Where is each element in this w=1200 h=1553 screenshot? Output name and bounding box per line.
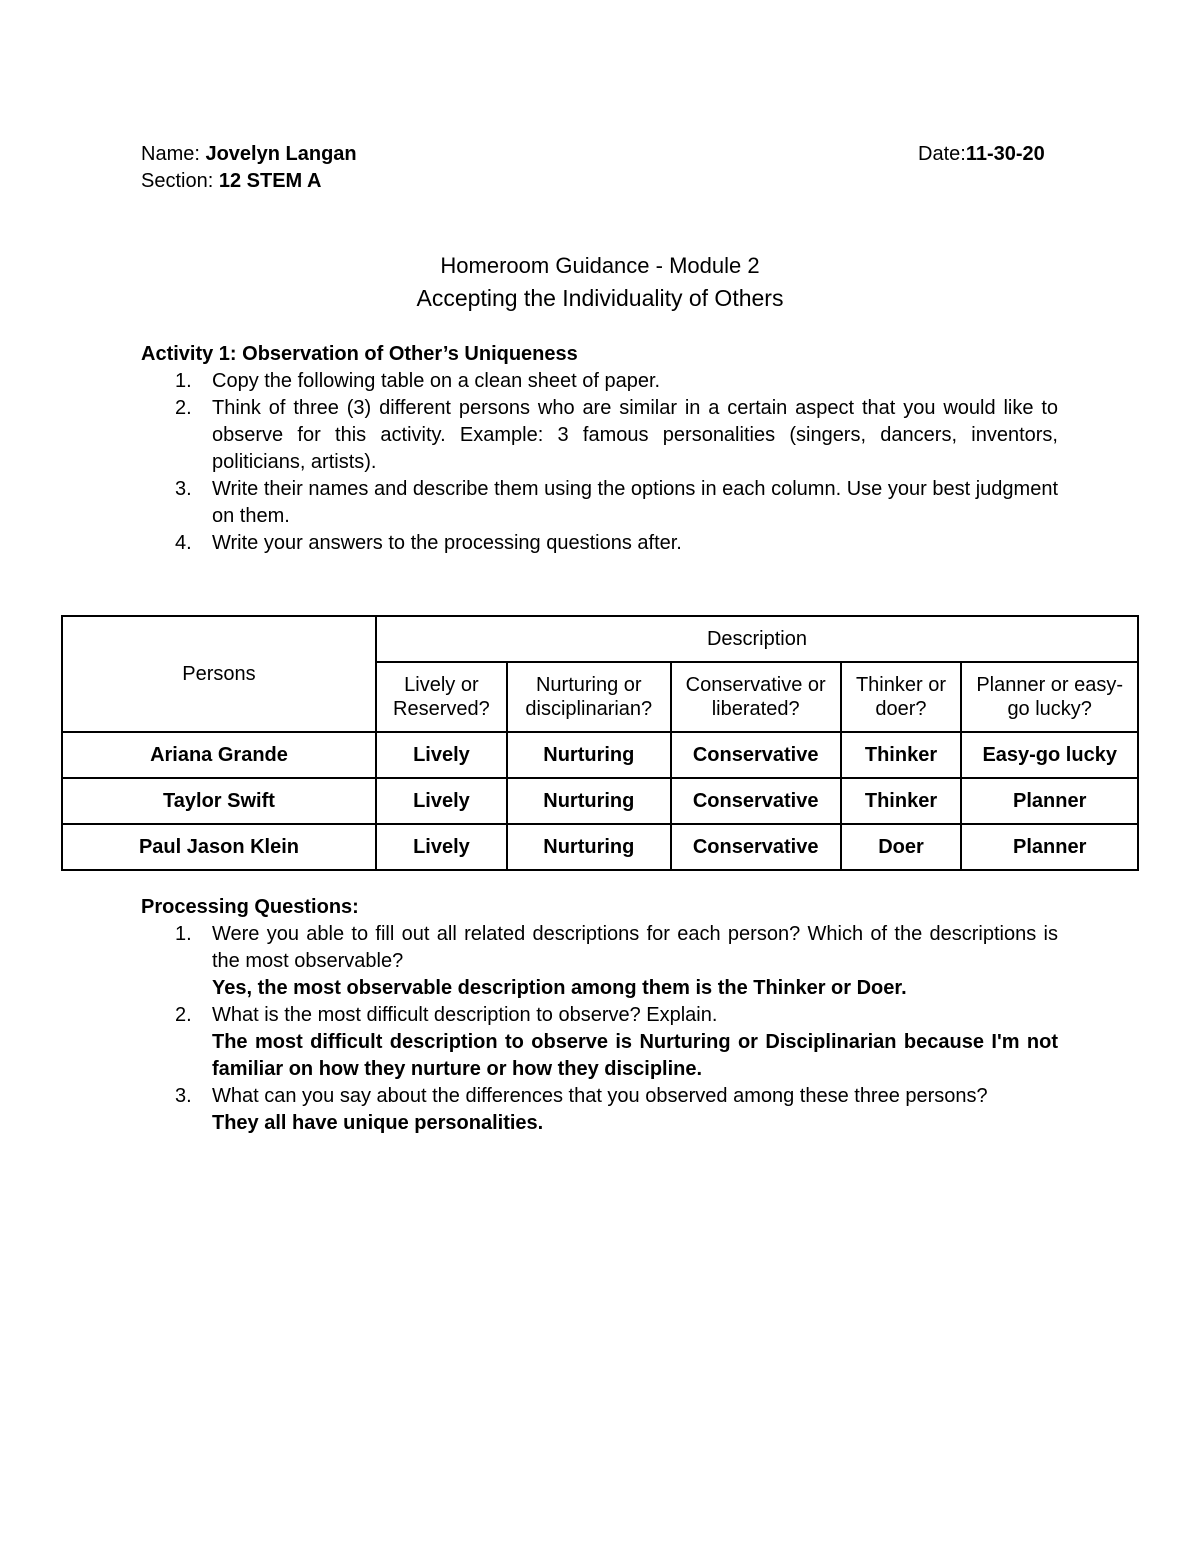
column-header: Conservative or liberated? xyxy=(671,662,841,732)
table-row xyxy=(62,732,1138,778)
section-value: 12 STEM A xyxy=(218,170,322,192)
table-row xyxy=(62,778,1138,824)
instruction-item xyxy=(141,395,1058,476)
table-cell: Conservative xyxy=(671,824,841,870)
question-item xyxy=(141,1083,1058,1137)
table-cell: Nurturing xyxy=(507,732,671,778)
instruction-number: 1. xyxy=(175,370,192,392)
question-number: 1. xyxy=(175,923,192,945)
person-name: Paul Jason Klein xyxy=(62,824,376,870)
table-cell: Thinker xyxy=(841,778,962,824)
table-cell: Doer xyxy=(841,824,962,870)
instruction-text: Copy the following table on a clean sheet of paper. xyxy=(212,370,661,392)
table-cell: Lively xyxy=(376,778,507,824)
instruction-item xyxy=(141,530,1058,557)
date-line xyxy=(918,141,1045,167)
instruction-list xyxy=(141,368,1058,557)
name-line xyxy=(141,141,357,167)
answer-text: The most difficult description to observe is Nurturing or Disciplinarian because I'm not familiar on how they nurture or how they discipline. xyxy=(212,1031,1058,1080)
column-header: Lively or Reserved? xyxy=(376,662,507,732)
section-label: Section: xyxy=(141,170,214,192)
question-item xyxy=(141,921,1058,1002)
column-header: Thinker or doer? xyxy=(841,662,962,732)
table-cell: Nurturing xyxy=(507,778,671,824)
instruction-item xyxy=(141,368,1058,395)
column-header: Planner or easy-go lucky? xyxy=(961,662,1138,732)
instruction-number: 3. xyxy=(175,478,192,500)
instruction-text: Think of three (3) different persons who are similar in a certain aspect that you would like to observe for this activity. Example: 3 famous personalities (singers, dancers, inventors, politicians, artists). xyxy=(212,397,1058,473)
instruction-text: Write their names and describe them using the options in each column. Use your best judgment on them. xyxy=(212,478,1058,527)
answer-text: They all have unique personalities. xyxy=(212,1112,544,1134)
observation-table xyxy=(61,615,1139,871)
table-cell: Thinker xyxy=(841,732,962,778)
answer-text: Yes, the most observable description among them is the Thinker or Doer. xyxy=(212,977,907,999)
table-row xyxy=(62,824,1138,870)
module-title: Homeroom Guidance - Module 2 xyxy=(440,253,760,278)
table-cell: Nurturing xyxy=(507,824,671,870)
table-cell: Planner xyxy=(961,778,1138,824)
processing-heading: Processing Questions: xyxy=(141,896,359,918)
question-item xyxy=(141,1002,1058,1083)
instruction-item xyxy=(141,476,1058,530)
name-label: Name: xyxy=(141,143,200,165)
description-header: Description xyxy=(376,616,1138,662)
table-cell: Conservative xyxy=(671,732,841,778)
table-cell: Lively xyxy=(376,732,507,778)
table-cell: Easy-go lucky xyxy=(961,732,1138,778)
question-text: What is the most difficult description to observe? Explain. xyxy=(212,1004,718,1026)
instruction-number: 2. xyxy=(175,397,192,419)
column-header: Nurturing or disciplinarian? xyxy=(507,662,671,732)
person-name: Ariana Grande xyxy=(62,732,376,778)
instruction-text: Write your answers to the processing questions after. xyxy=(212,532,682,554)
instruction-number: 4. xyxy=(175,532,192,554)
table-cell: Planner xyxy=(961,824,1138,870)
date-label: Date: xyxy=(918,143,966,165)
question-number: 2. xyxy=(175,1004,192,1026)
name-value: Jovelyn Langan xyxy=(205,143,357,165)
question-list xyxy=(141,921,1058,1137)
activity-heading: Activity 1: Observation of Other’s Uniqueness xyxy=(141,343,578,365)
main-title: Accepting the Individuality of Others xyxy=(416,285,784,311)
section-line xyxy=(141,168,321,194)
question-text: Were you able to fill out all related descriptions for each person? Which of the descriptions is the most observable? xyxy=(212,923,1058,972)
person-name: Taylor Swift xyxy=(62,778,376,824)
question-number: 3. xyxy=(175,1085,192,1107)
question-text: What can you say about the differences that you observed among these three persons? xyxy=(212,1085,988,1107)
persons-header: Persons xyxy=(62,616,376,732)
table-cell: Lively xyxy=(376,824,507,870)
table-cell: Conservative xyxy=(671,778,841,824)
date-value: 11-30-20 xyxy=(965,143,1045,165)
